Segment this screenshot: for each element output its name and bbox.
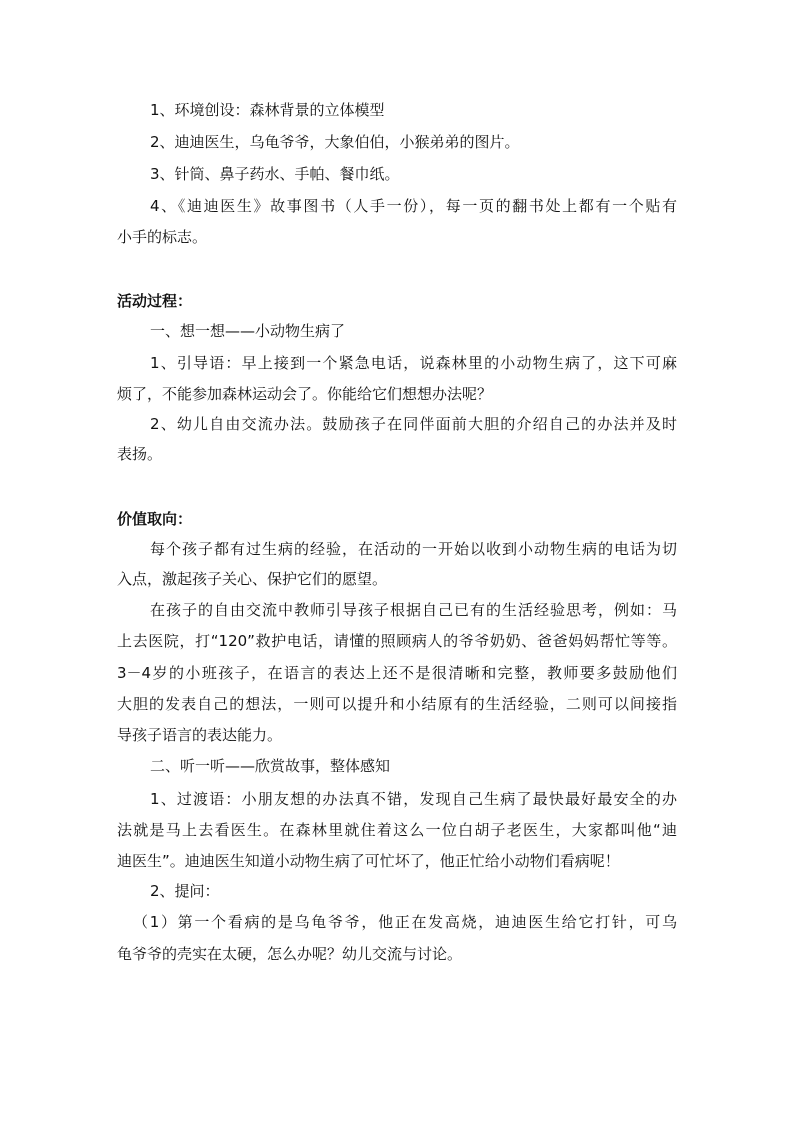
value-p2-line-3: 3－4岁的小班孩子，在语言的表达上还不是很清晰和完整，教师要多鼓励他们 xyxy=(117,664,677,682)
value-p2-line-1: 在孩子的自由交流中教师引导孩子根据自己已有的生活经验思考，例如：马 xyxy=(150,601,677,619)
value-p2-line-4: 大胆的发表自己的想法，一则可以提升和小结原有的生活经验，二则可以间接指 xyxy=(117,695,677,713)
process-heading: 活动过程： xyxy=(117,292,193,310)
value-p1-line-2: 入点，激起孩子关心、保护它们的愿望。 xyxy=(117,570,388,588)
process-p1-line-1: 1、引导语：早上接到一个紧急电话，说森林里的小动物生病了，这下可麻 xyxy=(150,354,677,372)
question-1-line-2: 龟爷爷的壳实在太硬，怎么办呢？幼儿交流与讨论。 xyxy=(117,945,463,963)
part2-p1-line-2: 法就是马上去看医生。在森林里就住着这么一位白胡子老医生，大家都叫他“迪 xyxy=(117,821,677,839)
material-item-3: 3、针筒、鼻子药水、手帕、餐巾纸。 xyxy=(150,165,400,183)
part1-title: 一、想一想——小动物生病了 xyxy=(150,322,346,340)
process-p2-line-2: 表扬。 xyxy=(117,445,163,463)
part2-p1-line-3: 迪医生”。迪迪医生知道小动物生病了可忙坏了，他正忙给小动物们看病呢！ xyxy=(117,852,620,870)
material-item-4-line-1: 4、《迪迪医生》故事图书（人手一份），每一页的翻书处上都有一个贴有 xyxy=(150,197,677,215)
question-1-line-1: （1）第一个看病的是乌龟爷爷，他正在发高烧，迪迪医生给它打针，可乌 xyxy=(133,913,677,931)
value-p1-line-1: 每个孩子都有过生病的经验，在活动的一开始以收到小动物生病的电话为切 xyxy=(150,540,677,558)
part2-title: 二、听一听——欣赏故事，整体感知 xyxy=(150,757,391,775)
material-item-4-line-2: 小手的标志。 xyxy=(117,228,208,246)
part2-p2: 2、提问： xyxy=(150,882,220,900)
value-p2-line-2: 上去医院，打“120”救护电话，请懂的照顾病人的爷爷奶奶、爸爸妈妈帮忙等等。 xyxy=(117,632,677,650)
material-item-2: 2、迪迪医生，乌龟爷爷，大象伯伯，小猴弟弟的图片。 xyxy=(150,133,520,151)
process-p1-line-2: 烦了，不能参加森林运动会了。你能给它们想想办法呢？ xyxy=(117,385,493,403)
material-item-1: 1、环境创设：森林背景的立体模型 xyxy=(150,101,385,119)
process-p2-line-1: 2、幼儿自由交流办法。鼓励孩子在同伴面前大胆的介绍自己的办法并及时 xyxy=(150,415,677,433)
part2-p1-line-1: 1、过渡语：小朋友想的办法真不错，发现自己生病了最快最好最安全的办 xyxy=(150,790,677,808)
value-p2-line-5: 导孩子语言的表达能力。 xyxy=(117,726,283,744)
value-heading: 价值取向： xyxy=(117,510,193,528)
